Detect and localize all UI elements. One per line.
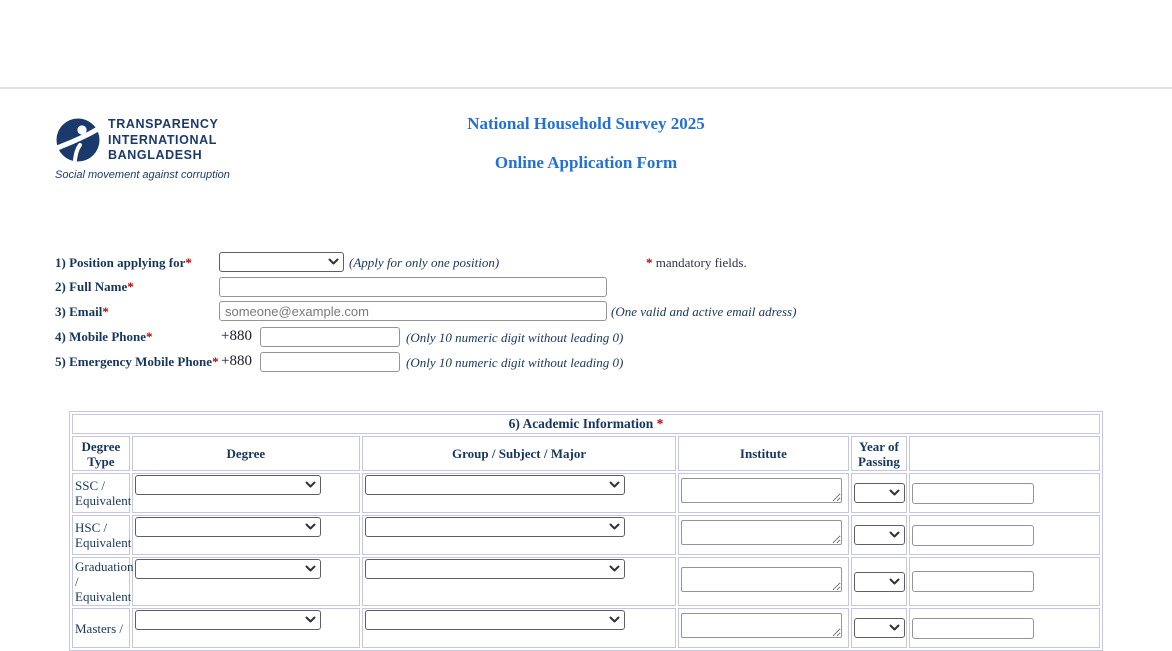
degree-select-graduation[interactable] <box>135 559 321 579</box>
year-select-hsc[interactable] <box>854 525 905 545</box>
position-select[interactable] <box>219 252 344 272</box>
row-label-ssc: SSC / Equivalent <box>72 473 130 513</box>
org-line-3: BANGLADESH <box>108 148 203 162</box>
table-row-masters <box>72 608 1100 648</box>
required-asterisk: * <box>212 354 219 369</box>
email-label: 3) Email* <box>55 304 109 319</box>
col-degree: Degree <box>132 436 360 471</box>
emergency-mobile-label: 5) Emergency Mobile Phone* <box>55 354 219 369</box>
table-title: 6) Academic Information * <box>72 414 1100 434</box>
academic-information-table <box>69 411 1103 651</box>
row-label-hsc: HSC / Equivalent <box>72 515 130 555</box>
org-tagline: Social movement against corruption <box>55 168 230 181</box>
required-asterisk: * <box>102 304 109 319</box>
group-select-masters[interactable] <box>365 610 625 630</box>
email-note: (One valid and active email adress) <box>611 304 797 319</box>
position-select-control[interactable] <box>219 252 344 272</box>
group-select-hsc[interactable] <box>365 517 625 537</box>
position-note: (Apply for only one position) <box>349 255 500 270</box>
mobile-note: (Only 10 numeric digit without leading 0) <box>406 330 624 345</box>
degree-select-masters[interactable] <box>135 610 321 630</box>
institute-textarea-ssc[interactable] <box>681 478 842 503</box>
required-asterisk: * <box>146 329 153 344</box>
required-asterisk: * <box>127 279 134 294</box>
group-select-ssc[interactable] <box>365 475 625 495</box>
required-asterisk: * <box>185 255 192 270</box>
full-name-label: 2) Full Name* <box>55 279 134 294</box>
col-extra <box>909 436 1100 471</box>
group-select-graduation[interactable] <box>365 559 625 579</box>
table-row-hsc <box>72 515 1100 555</box>
position-label: 1) Position applying for* <box>55 255 192 270</box>
partial-column-input-masters[interactable] <box>912 618 1034 639</box>
emergency-mobile-input[interactable] <box>260 352 400 372</box>
email-input[interactable] <box>219 301 607 321</box>
table-header-row <box>72 436 1100 471</box>
emergency-mobile-note: (Only 10 numeric digit without leading 0) <box>406 355 624 370</box>
year-select-masters[interactable] <box>854 618 905 638</box>
col-degree-type: Degree Type <box>72 436 130 471</box>
partial-column-input-graduation[interactable] <box>912 571 1034 592</box>
full-name-input[interactable] <box>219 277 607 297</box>
page-subtitle: Online Application Form <box>494 153 678 172</box>
mobile-input[interactable] <box>260 327 400 347</box>
partial-column-input-ssc[interactable] <box>912 483 1034 504</box>
institute-textarea-graduation[interactable] <box>681 567 842 592</box>
degree-select-ssc[interactable] <box>135 475 321 495</box>
col-institute: Institute <box>678 436 848 471</box>
page-title: National Household Survey 2025 <box>467 114 705 133</box>
year-select-ssc[interactable] <box>854 483 905 503</box>
year-select-graduation[interactable] <box>854 572 905 592</box>
col-group-subject-major: Group / Subject / Major <box>362 436 676 471</box>
mobile-label: 4) Mobile Phone* <box>55 329 153 344</box>
mandatory-note: * mandatory fields. <box>646 255 747 270</box>
col-year-of-passing: Year of Passing <box>851 436 908 471</box>
mobile-country-code: +880 <box>221 328 252 344</box>
row-label-graduation: Graduation / Equivalent <box>72 557 130 606</box>
institute-textarea-masters[interactable] <box>681 613 842 638</box>
emergency-country-code: +880 <box>221 353 252 369</box>
org-line-1: TRANSPARENCY <box>108 117 219 131</box>
institute-textarea-hsc[interactable] <box>681 520 842 545</box>
row-label-masters: Masters / <box>72 608 130 648</box>
org-line-2: INTERNATIONAL <box>108 132 217 147</box>
partial-column-input-hsc[interactable] <box>912 525 1034 546</box>
degree-select-hsc[interactable] <box>135 517 321 537</box>
table-row-ssc <box>72 473 1100 513</box>
header-divider <box>0 87 1172 89</box>
table-row-graduation <box>72 557 1100 606</box>
